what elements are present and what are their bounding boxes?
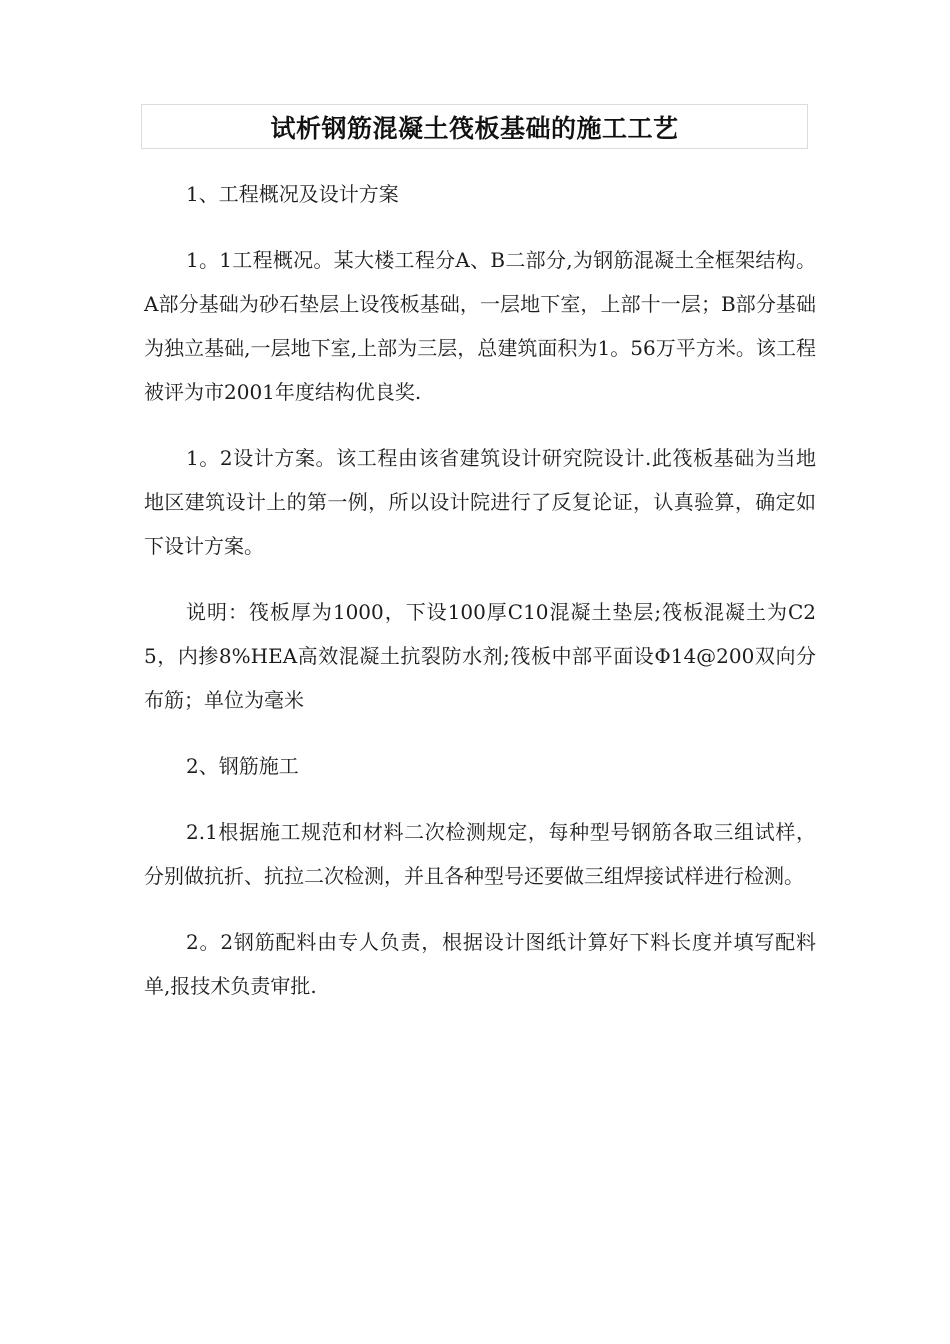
title-box <box>141 104 808 149</box>
section-heading-1: 1、工程概况及设计方案 <box>186 182 399 206</box>
paragraph-note: 说明：筏板厚为1000，下设100厚C10混凝土垫层;筏板混凝土为C25，内掺8%HEA高效混凝土抗裂防水剂;筏板中部平面设Φ14@200双向分布筋；单位为毫米 <box>144 600 816 712</box>
section-heading-2: 2、钢筋施工 <box>186 754 299 778</box>
document-body <box>144 172 816 1008</box>
paragraph-1-1: 1。1工程概况。某大楼工程分A、B二部分,为钢筋混凝土全框架结构。A部分基础为砂石垫层上设筏板基础，一层地下室，上部十一层；B部分基础为独立基础,一层地下室,上部为三层，总建筑面积为1。56万平方米。该工程被评为市2001年度结构优良奖. <box>144 248 816 404</box>
paragraph-1-2: 1。2设计方案。该工程由该省建筑设计研究院设计.此筏板基础为当地地区建筑设计上的第一例，所以设计院进行了反复论证，认真验算，确定如下设计方案。 <box>144 446 816 558</box>
document-title: 试析钢筋混凝土筏板基础的施工工艺 <box>270 113 679 143</box>
paragraph-2-1: 2.1根据施工规范和材料二次检测规定，每种型号钢筋各取三组试样，分别做抗折、抗拉二次检测，并且各种型号还要做三组焊接试样进行检测。 <box>144 820 816 888</box>
paragraph-2-2: 2。2钢筋配料由专人负责，根据设计图纸计算好下料长度并填写配料单,报技术负责审批. <box>144 930 816 998</box>
